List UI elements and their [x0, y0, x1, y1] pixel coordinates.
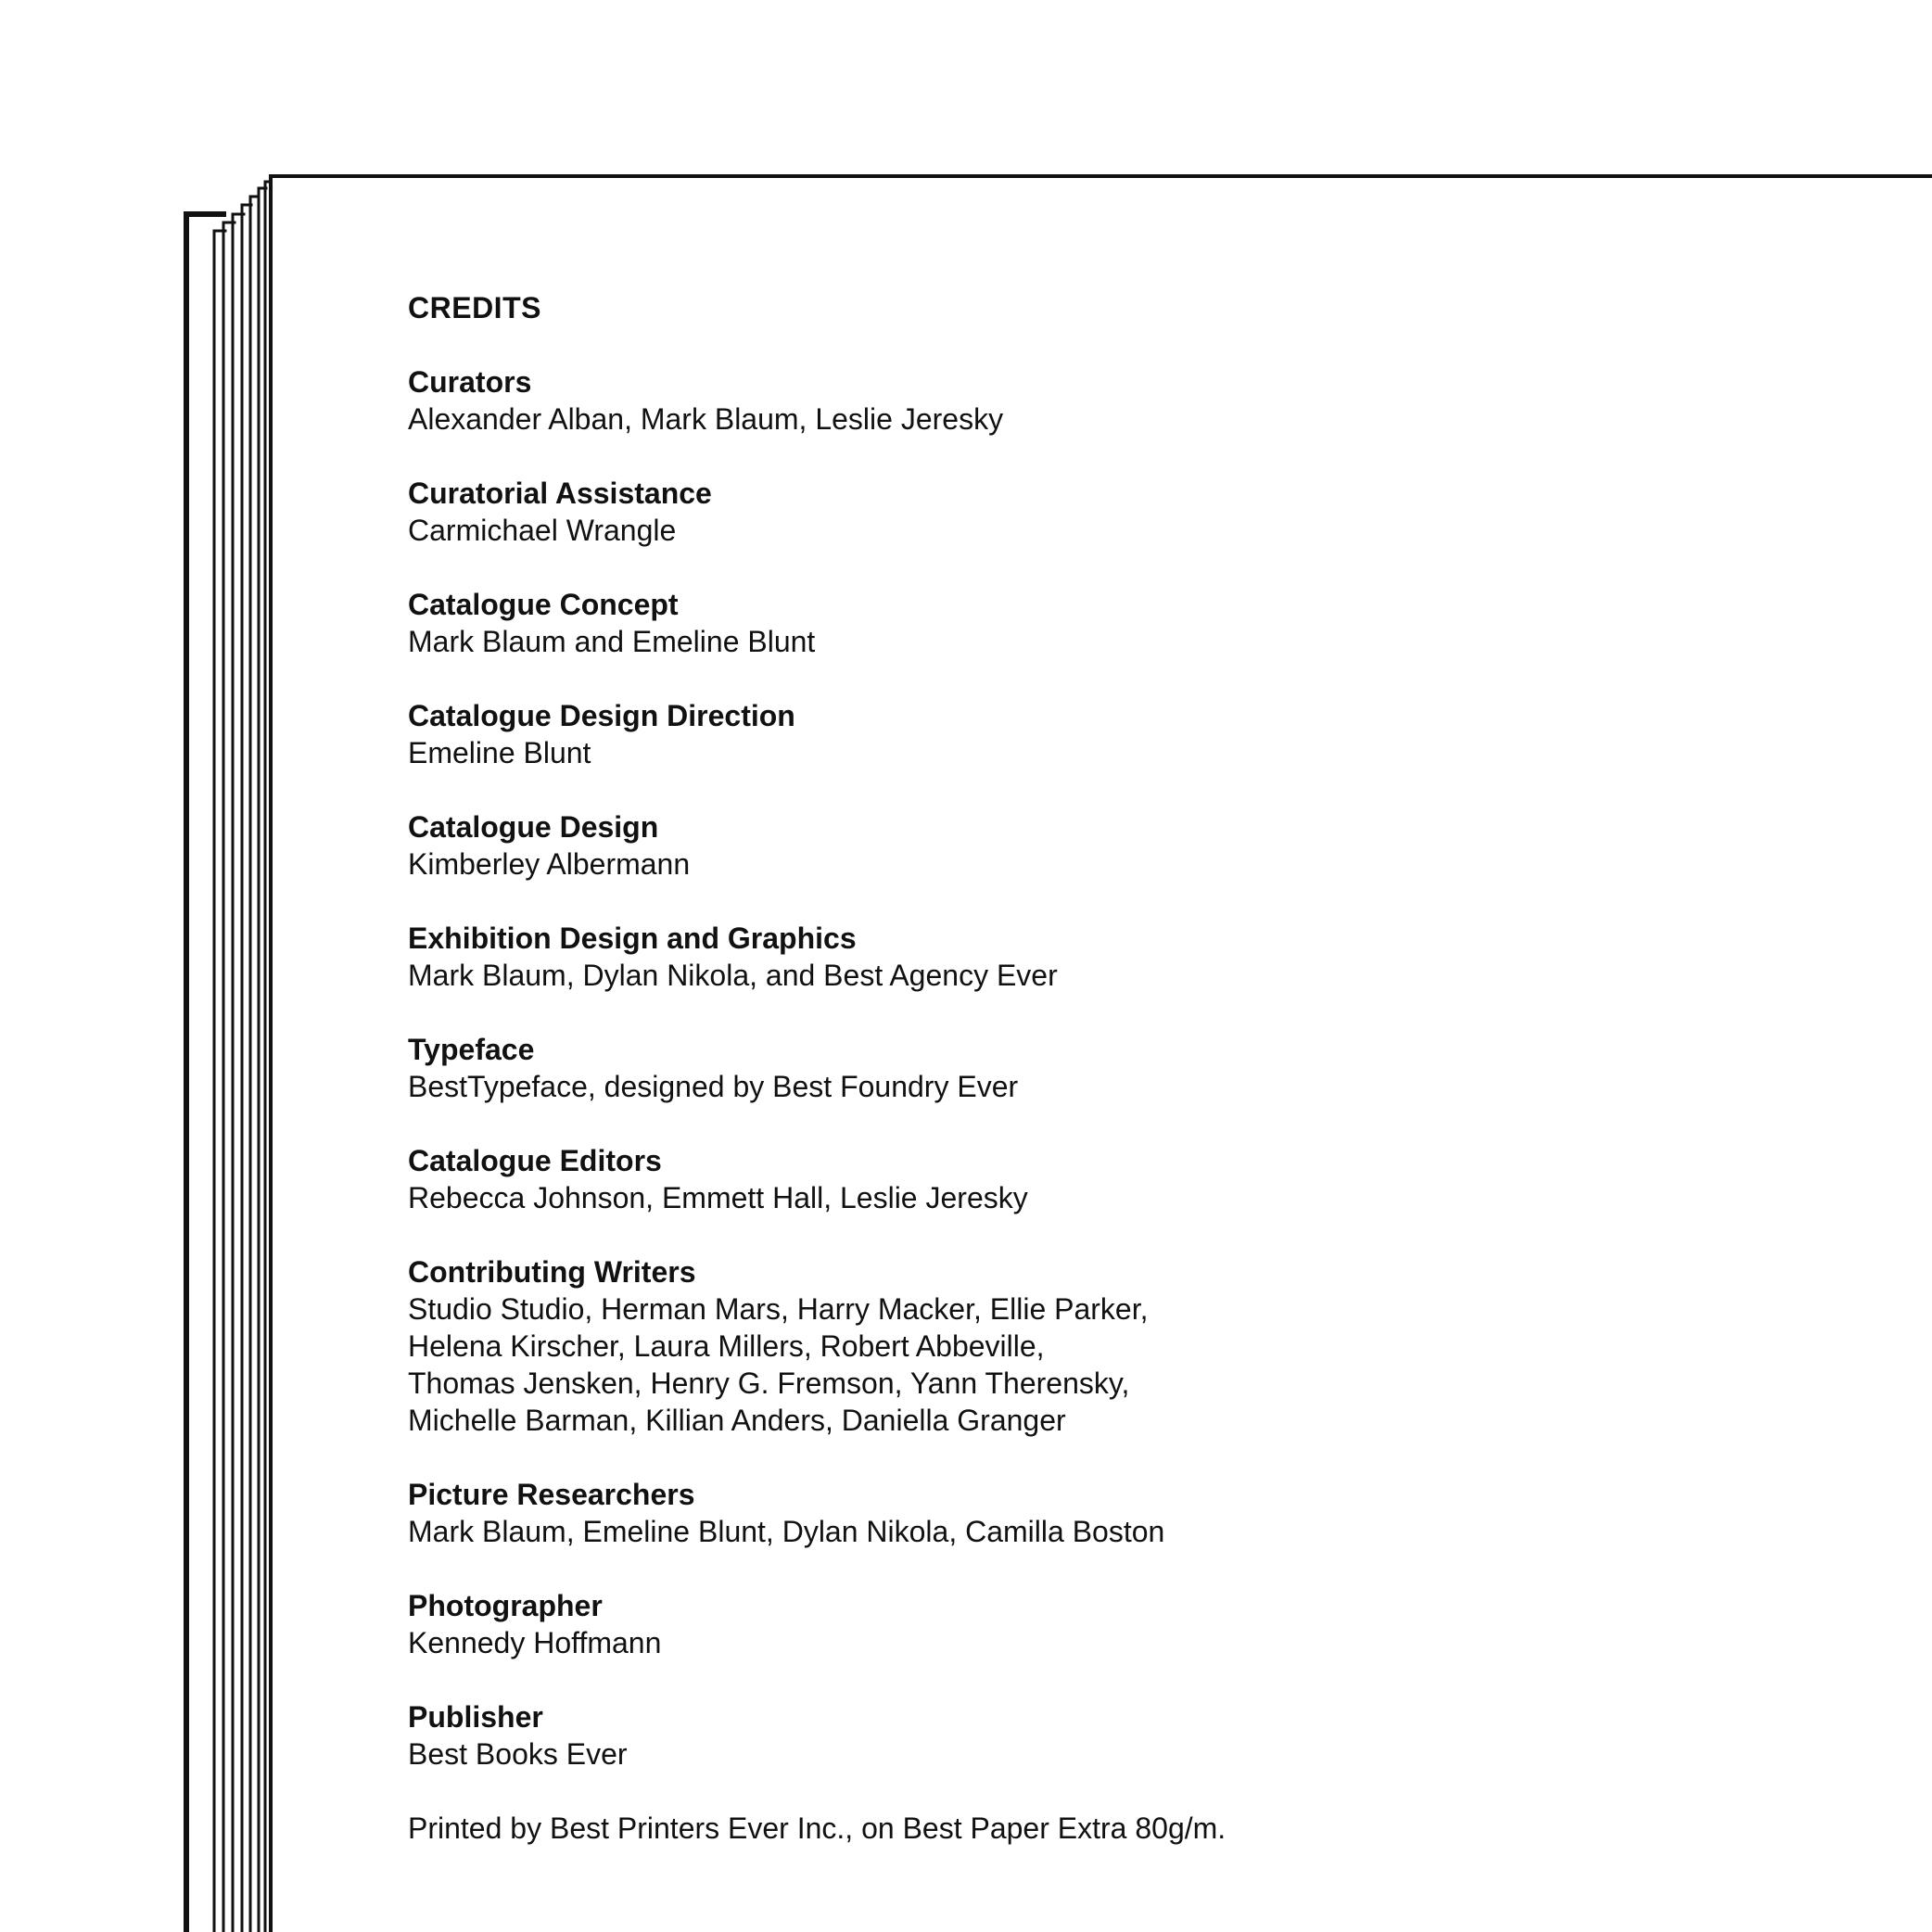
section-heading: Contributing Writers — [408, 1255, 696, 1289]
section-heading: Typeface — [408, 1033, 535, 1066]
section-body: BestTypeface, designed by Best Foundry Ever — [408, 1070, 1019, 1103]
credit-section-catalogue-design-direction — [408, 697, 1799, 771]
credit-section-exhibition-design — [408, 920, 1799, 994]
section-heading: Exhibition Design and Graphics — [408, 922, 857, 955]
section-heading: Curatorial Assistance — [408, 477, 712, 510]
credit-section-publisher — [408, 1698, 1799, 1773]
section-body: Mark Blaum, Dylan Nikola, and Best Agency Ever — [408, 959, 1058, 992]
section-heading: Catalogue Design — [408, 810, 659, 844]
section-body: Emeline Blunt — [408, 736, 591, 769]
section-heading: Catalogue Design Direction — [408, 699, 795, 732]
credit-section-photographer — [408, 1587, 1799, 1661]
section-body: Alexander Alban, Mark Blaum, Leslie Jeresky — [408, 402, 1004, 436]
page-title: CREDITS — [408, 291, 541, 324]
section-body: Kennedy Hoffmann — [408, 1626, 662, 1659]
credit-section-curators — [408, 363, 1799, 438]
section-heading: Curators — [408, 365, 532, 399]
section-heading: Picture Researchers — [408, 1478, 695, 1511]
credit-section-catalogue-concept — [408, 586, 1799, 660]
section-body: Rebecca Johnson, Emmett Hall, Leslie Jeresky — [408, 1181, 1028, 1214]
credit-section-catalogue-editors — [408, 1142, 1799, 1216]
cover-edge — [186, 214, 223, 1932]
section-heading: Publisher — [408, 1700, 543, 1734]
section-heading: Catalogue Editors — [408, 1144, 662, 1177]
credit-section-catalogue-design — [408, 808, 1799, 883]
credits-content — [408, 289, 1799, 1847]
section-body: Mark Blaum, Emeline Blunt, Dylan Nikola, Camilla Boston — [408, 1515, 1165, 1548]
credit-section-typeface — [408, 1031, 1799, 1105]
colophon: Printed by Best Printers Ever Inc., on Best Paper Extra 80g/m. — [408, 1811, 1227, 1845]
section-heading: Catalogue Concept — [408, 588, 679, 621]
section-body: Best Books Ever — [408, 1737, 628, 1771]
credit-section-curatorial-assistance — [408, 475, 1799, 549]
section-body: Carmichael Wrangle — [408, 514, 677, 547]
section-body: Studio Studio, Herman Mars, Harry Macker, Ellie Parker, Helena Kirscher, Laura Millers, Robert Abbeville, Thomas Jensken, Henry G. Fremson, Yann Therensky, Michelle Barman, Killian Anders, Daniella Granger — [408, 1292, 1149, 1437]
section-heading: Photographer — [408, 1589, 603, 1622]
section-body: Mark Blaum and Emeline Blunt — [408, 625, 816, 658]
credit-section-picture-researchers — [408, 1476, 1799, 1550]
credit-section-contributing-writers — [408, 1253, 1799, 1439]
section-body: Kimberley Albermann — [408, 847, 691, 881]
